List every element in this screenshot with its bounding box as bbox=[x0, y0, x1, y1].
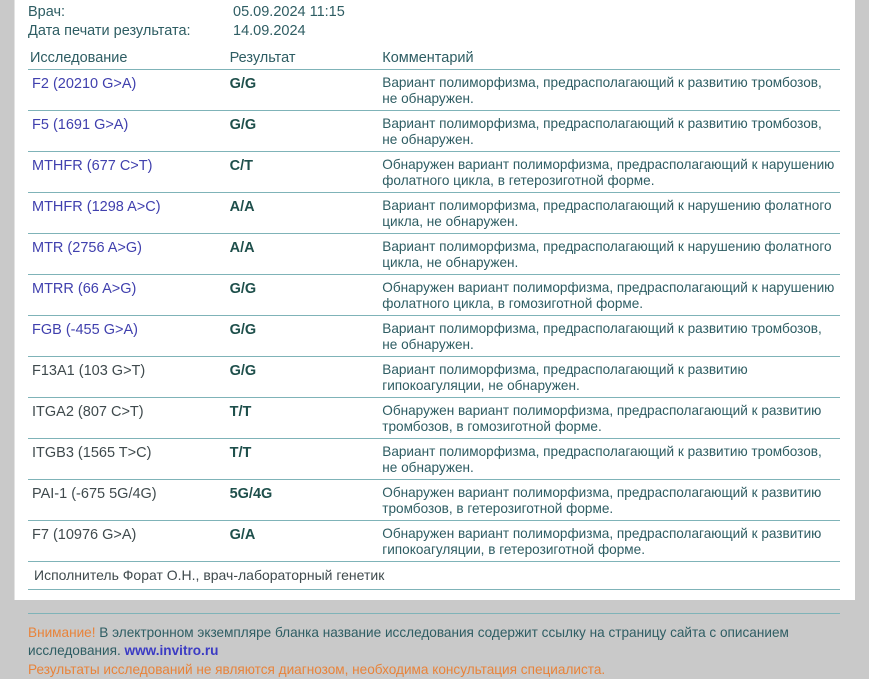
cell-study bbox=[28, 193, 230, 234]
result-value: A/A bbox=[229, 240, 255, 256]
cell-comment bbox=[382, 439, 840, 480]
report-content bbox=[28, 0, 840, 679]
cell-comment bbox=[382, 70, 840, 111]
study-name: F7 (10976 G>A) bbox=[32, 527, 137, 543]
meta-row-print-date bbox=[28, 22, 840, 41]
meta-row-doctor bbox=[28, 3, 840, 22]
comment-text: Вариант полиморфизма, предрасполагающий к развитию тромбозов, не обнаружен. bbox=[382, 321, 822, 352]
report-page bbox=[14, 0, 855, 677]
cell-result bbox=[230, 234, 383, 275]
result-value: A/A bbox=[229, 199, 255, 215]
table-row bbox=[28, 111, 840, 152]
result-value: C/T bbox=[229, 158, 253, 174]
cell-comment bbox=[382, 111, 840, 152]
table-row bbox=[28, 152, 840, 193]
cell-comment bbox=[382, 480, 840, 521]
table-row bbox=[28, 521, 840, 562]
cell-study bbox=[28, 70, 230, 111]
cell-comment bbox=[382, 357, 840, 398]
study-link[interactable]: FGB (-455 G>A) bbox=[32, 322, 138, 338]
cell-comment bbox=[382, 316, 840, 357]
table-row bbox=[28, 480, 840, 521]
cell-comment bbox=[382, 152, 840, 193]
report-footer bbox=[28, 613, 840, 679]
comment-text: Вариант полиморфизма, предрасполагающий к развитию тромбозов, не обнаружен. bbox=[382, 75, 822, 106]
result-value: T/T bbox=[229, 404, 252, 420]
column-header-comment: Комментарий bbox=[382, 50, 840, 70]
cell-result bbox=[230, 193, 383, 234]
cell-result bbox=[230, 357, 383, 398]
comment-text: Вариант полиморфизма, предрасполагающий к нарушению фолатного цикла, не обнаружен. bbox=[382, 198, 832, 229]
result-value: G/G bbox=[229, 281, 257, 297]
cell-study bbox=[28, 480, 230, 521]
meta-value-print-date: 14.09.2024 bbox=[233, 23, 306, 39]
cell-study bbox=[28, 275, 230, 316]
cell-study bbox=[28, 398, 230, 439]
comment-text: Обнаружен вариант полиморфизма, предрасполагающий к развитию тромбозов, в гомозиготной форме. bbox=[382, 403, 822, 434]
comment-text: Обнаружен вариант полиморфизма, предрасполагающий к развитию гипокоагуляции, в гетерозиготной форме. bbox=[382, 526, 822, 557]
result-value: G/G bbox=[229, 322, 257, 338]
cell-study bbox=[28, 111, 230, 152]
table-row bbox=[28, 275, 840, 316]
table-row bbox=[28, 316, 840, 357]
column-header-result: Результат bbox=[230, 50, 383, 70]
footer-note-text: В электронном экземпляре бланка название исследования содержит ссылку на страницу сайта с описанием исследования. bbox=[28, 625, 789, 658]
result-value: G/G bbox=[229, 76, 257, 92]
study-link[interactable]: MTRR (66 A>G) bbox=[32, 281, 137, 297]
attention-label: Внимание! bbox=[28, 625, 96, 640]
cell-result bbox=[230, 439, 383, 480]
cell-result bbox=[230, 70, 383, 111]
cell-result bbox=[230, 398, 383, 439]
cell-study bbox=[28, 234, 230, 275]
table-row bbox=[28, 439, 840, 480]
results-table-body bbox=[28, 70, 840, 562]
cell-result bbox=[230, 275, 383, 316]
cell-comment bbox=[382, 193, 840, 234]
cell-study bbox=[28, 439, 230, 480]
study-name: PAI-1 (-675 5G/4G) bbox=[32, 486, 157, 502]
cell-comment bbox=[382, 234, 840, 275]
study-link[interactable]: MTHFR (677 C>T) bbox=[32, 158, 153, 174]
table-row bbox=[28, 193, 840, 234]
footer-note bbox=[28, 624, 840, 660]
cell-comment bbox=[382, 398, 840, 439]
study-name: ITGB3 (1565 T>C) bbox=[32, 445, 152, 461]
table-row bbox=[28, 357, 840, 398]
study-name: ITGA2 (807 C>T) bbox=[32, 404, 144, 420]
meta-label-doctor: Врач: bbox=[28, 4, 66, 20]
study-link[interactable]: MTHFR (1298 A>C) bbox=[32, 199, 161, 215]
cell-result bbox=[230, 316, 383, 357]
invitro-link[interactable]: www.invitro.ru bbox=[124, 643, 219, 658]
cell-result bbox=[230, 111, 383, 152]
comment-text: Вариант полиморфизма, предрасполагающий к развитию тромбозов, не обнаружен. bbox=[382, 116, 822, 147]
table-row bbox=[28, 234, 840, 275]
column-header-study: Исследование bbox=[28, 50, 230, 70]
study-link[interactable]: F2 (20210 G>A) bbox=[32, 76, 137, 92]
report-meta bbox=[28, 0, 840, 41]
cell-comment bbox=[382, 275, 840, 316]
page-left-edge bbox=[14, 0, 15, 600]
cell-comment bbox=[382, 521, 840, 562]
meta-label-print-date: Дата печати результата: bbox=[28, 23, 191, 39]
result-value: G/A bbox=[229, 527, 256, 543]
comment-text: Обнаружен вариант полиморфизма, предрасполагающий к нарушению фолатного цикла, в гетерозиготной форме. bbox=[382, 157, 835, 188]
table-row bbox=[28, 70, 840, 111]
comment-text: Вариант полиморфизма, предрасполагающий к развитию гипокоагуляции, не обнаружен. bbox=[382, 362, 748, 393]
cell-result bbox=[230, 480, 383, 521]
cell-result bbox=[230, 152, 383, 193]
study-link[interactable]: F5 (1691 G>A) bbox=[32, 117, 129, 133]
executor-line: Исполнитель Форат О.Н., врач-лабораторный генетик bbox=[28, 562, 840, 590]
cell-study bbox=[28, 357, 230, 398]
results-table bbox=[28, 50, 840, 562]
study-link[interactable]: MTR (2756 A>G) bbox=[32, 240, 142, 256]
cell-result bbox=[230, 521, 383, 562]
comment-text: Вариант полиморфизма, предрасполагающий к развитию тромбозов, не обнаружен. bbox=[382, 444, 822, 475]
comment-text: Обнаружен вариант полиморфизма, предрасполагающий к нарушению фолатного цикла, в гомозиготной форме. bbox=[382, 280, 835, 311]
cell-study bbox=[28, 521, 230, 562]
comment-text: Вариант полиморфизма, предрасполагающий к нарушению фолатного цикла, не обнаружен. bbox=[382, 239, 832, 270]
result-value: T/T bbox=[229, 445, 252, 461]
study-name: F13A1 (103 G>T) bbox=[32, 363, 146, 379]
cell-study bbox=[28, 152, 230, 193]
table-header-row bbox=[28, 50, 840, 70]
table-row bbox=[28, 398, 840, 439]
result-value: G/G bbox=[229, 117, 257, 133]
comment-text: Обнаружен вариант полиморфизма, предрасполагающий к развитию тромбозов, в гетерозиготной форме. bbox=[382, 485, 822, 516]
result-value: G/G bbox=[229, 363, 257, 379]
result-value: 5G/4G bbox=[229, 486, 273, 502]
meta-value-doctor: 05.09.2024 11:15 bbox=[233, 4, 345, 20]
footer-disclaimer: Результаты исследований не являются диагнозом, необходима консультация специалиста. bbox=[28, 662, 606, 677]
cell-study bbox=[28, 316, 230, 357]
